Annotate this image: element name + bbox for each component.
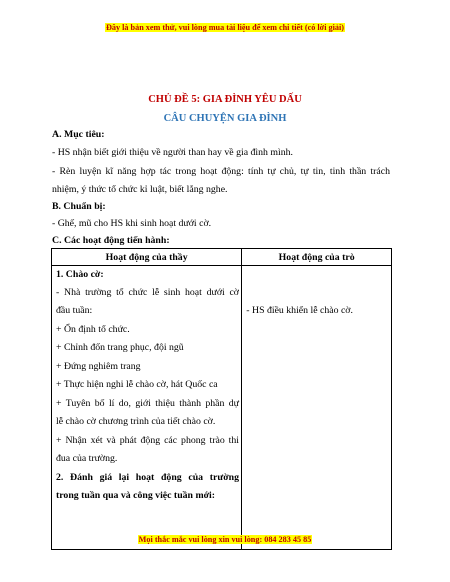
- header-teacher-activity: Hoạt động của thầy: [52, 249, 242, 266]
- teacher-line: + Tuyên bố lí do, giới thiệu thành phần dự: [56, 398, 239, 409]
- lesson-title: CÂU CHUYỆN GIA ĐÌNH: [163, 113, 287, 124]
- teacher-line: đua của trường.: [56, 453, 118, 464]
- objective-item-2-line-1: - Rèn luyện kĩ năng hợp tác trong hoạt động: tính tự chủ, tự tin, tinh thần trách: [52, 166, 390, 177]
- teacher-line-flag-ceremony-heading: 1. Chào cờ:: [56, 269, 104, 280]
- header-student-activity: Hoạt động của trò: [242, 249, 392, 266]
- teacher-line: + Chỉnh đốn trang phục, đội ngũ: [56, 342, 184, 353]
- topic-title: CHỦ ĐỀ 5: GIA ĐÌNH YÊU DẤU: [148, 94, 302, 105]
- objective-item-2-line-2: nhiệm, ý thức tổ chức kỉ luật, biết lắng nghe.: [52, 184, 228, 195]
- activities-table: [51, 248, 392, 550]
- objective-item-1: - HS nhận biết giới thiệu về người than hay về gia đình mình.: [52, 147, 293, 158]
- student-activity-cell: [242, 266, 392, 550]
- student-line: - HS điều khiển lễ chào cờ.: [246, 305, 353, 316]
- table-row: [52, 266, 392, 550]
- teacher-line: + Nhận xét và phát động các phong trào thi: [56, 435, 239, 446]
- objectives-heading: A. Mục tiêu:: [52, 129, 105, 140]
- teacher-line: - Nhà trường tổ chức lễ sinh hoạt dưới cờ: [56, 287, 239, 298]
- activities-heading: C. Các hoạt động tiến hành:: [52, 235, 170, 246]
- contact-notice-text: Mọi thắc mắc vui lòng xin vui lòng: 084 283 45 85: [138, 535, 312, 544]
- teacher-line: + Ổn định tổ chức.: [56, 324, 130, 335]
- teacher-line-review-heading-cont: trong tuần qua và công việc tuần mới:: [56, 490, 216, 501]
- teacher-line: + Đứng nghiêm trang: [56, 361, 141, 372]
- teacher-line: + Thực hiện nghi lễ chào cờ, hát Quốc ca: [56, 379, 218, 390]
- preview-notice-banner: [0, 23, 450, 32]
- teacher-activity-cell: [52, 266, 242, 550]
- preview-notice-text: Đây là bản xem thử, vui lòng mua tài liệu để xem chi tiết (có lời giải): [105, 23, 344, 32]
- table-header-row: [52, 249, 392, 266]
- preparation-heading: B. Chuẩn bị:: [52, 201, 106, 212]
- contact-notice-banner: [0, 535, 450, 544]
- teacher-line: đầu tuần:: [56, 305, 93, 316]
- preparation-item-1: - Ghế, mũ cho HS khi sinh hoạt dưới cờ.: [52, 218, 212, 229]
- teacher-line: lễ chào cờ chương trình của tiết chào cờ.: [56, 416, 216, 427]
- teacher-line-review-heading: 2. Đánh giá lại hoạt động của trường: [56, 472, 239, 483]
